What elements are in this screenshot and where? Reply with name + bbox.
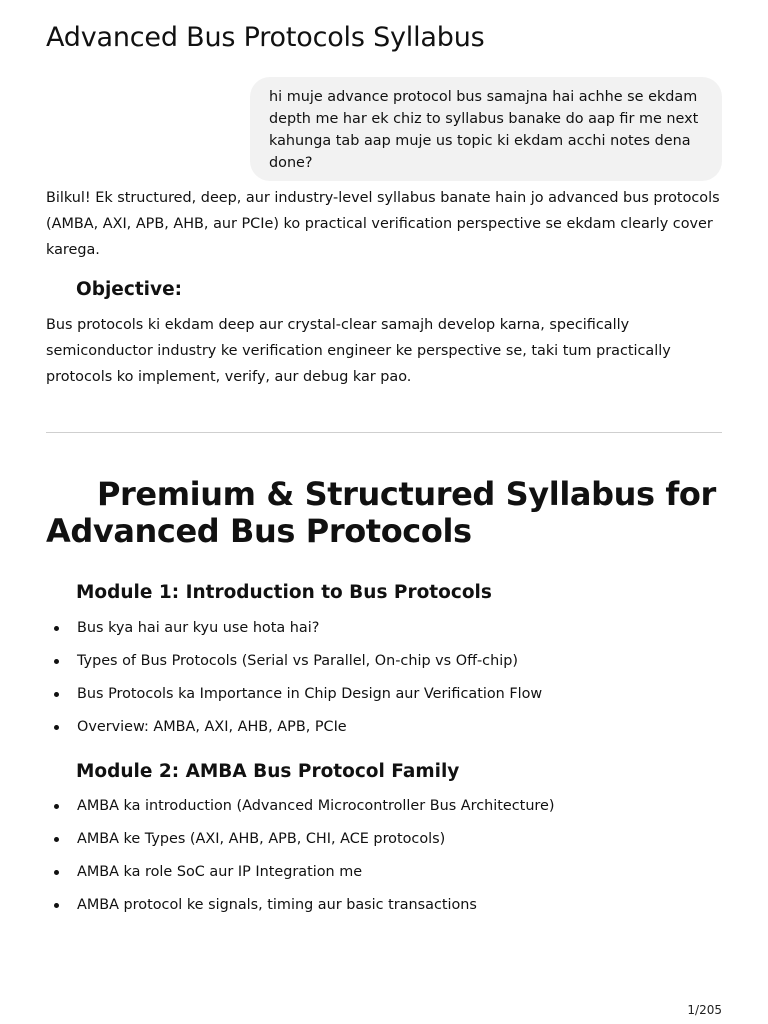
list-item xyxy=(46,645,736,678)
bullet-icon xyxy=(54,870,59,875)
bullet-icon xyxy=(54,837,59,842)
module-1-list xyxy=(46,612,736,744)
bullet-icon xyxy=(54,626,59,631)
list-item xyxy=(46,678,736,711)
list-item-text: Types of Bus Protocols (Serial vs Parallel, On-chip vs Off-chip) xyxy=(77,653,518,669)
page-number: 1/205 xyxy=(687,1003,722,1017)
bullet-icon xyxy=(54,692,59,697)
list-item xyxy=(46,856,736,889)
bullet-icon xyxy=(54,659,59,664)
section-divider xyxy=(46,432,722,433)
objective-text: Bus protocols ki ekdam deep aur crystal-clear samajh develop karna, specifically semiconductor industry ke verification engineer ke perspective se, taki tum practically protocols ko implement, verify, aur debug kar pao. xyxy=(46,317,671,385)
module-2-heading: Module 2: AMBA Bus Protocol Family xyxy=(76,761,460,782)
page-title: Advanced Bus Protocols Syllabus xyxy=(46,22,485,53)
module-1-heading: Module 1: Introduction to Bus Protocols xyxy=(76,582,492,603)
syllabus-heading: Premium & Structured Syllabus for Advanced Bus Protocols xyxy=(46,475,716,550)
bullet-icon xyxy=(54,903,59,908)
list-item-text: Bus kya hai aur kyu use hota hai? xyxy=(77,620,320,636)
module-2-list xyxy=(46,790,736,922)
list-item xyxy=(46,889,736,922)
list-item-text: AMBA ka role SoC aur IP Integration me xyxy=(77,864,363,880)
list-item xyxy=(46,790,736,823)
list-item-text: AMBA protocol ke signals, timing aur basic transactions xyxy=(77,897,477,913)
list-item-text: AMBA ka introduction (Advanced Microcontroller Bus Architecture) xyxy=(77,798,555,814)
list-item-text: Overview: AMBA, AXI, AHB, APB, PCIe xyxy=(77,719,347,735)
list-item xyxy=(46,823,736,856)
list-item xyxy=(46,711,736,744)
bullet-icon xyxy=(54,804,59,809)
list-item-text: AMBA ke Types (AXI, AHB, APB, CHI, ACE protocols) xyxy=(77,831,446,847)
user-message-bubble: hi muje advance protocol bus samajna hai achhe se ekdam depth me har ek chiz to syllabus banake do aap fir me next kahunga tab aap muje us topic ki ekdam acchi notes dena done? xyxy=(250,77,722,181)
assistant-intro-text: Bilkul! Ek structured, deep, aur industry-level syllabus banate hain jo advanced bus protocols (AMBA, AXI, APB, AHB, aur PCIe) ko practical verification perspective se ekdam clearly cover karega. xyxy=(46,190,720,258)
list-item-text: Bus Protocols ka Importance in Chip Design aur Verification Flow xyxy=(77,686,543,702)
objective-heading: Objective: xyxy=(76,279,183,300)
list-item xyxy=(46,612,736,645)
bullet-icon xyxy=(54,725,59,730)
